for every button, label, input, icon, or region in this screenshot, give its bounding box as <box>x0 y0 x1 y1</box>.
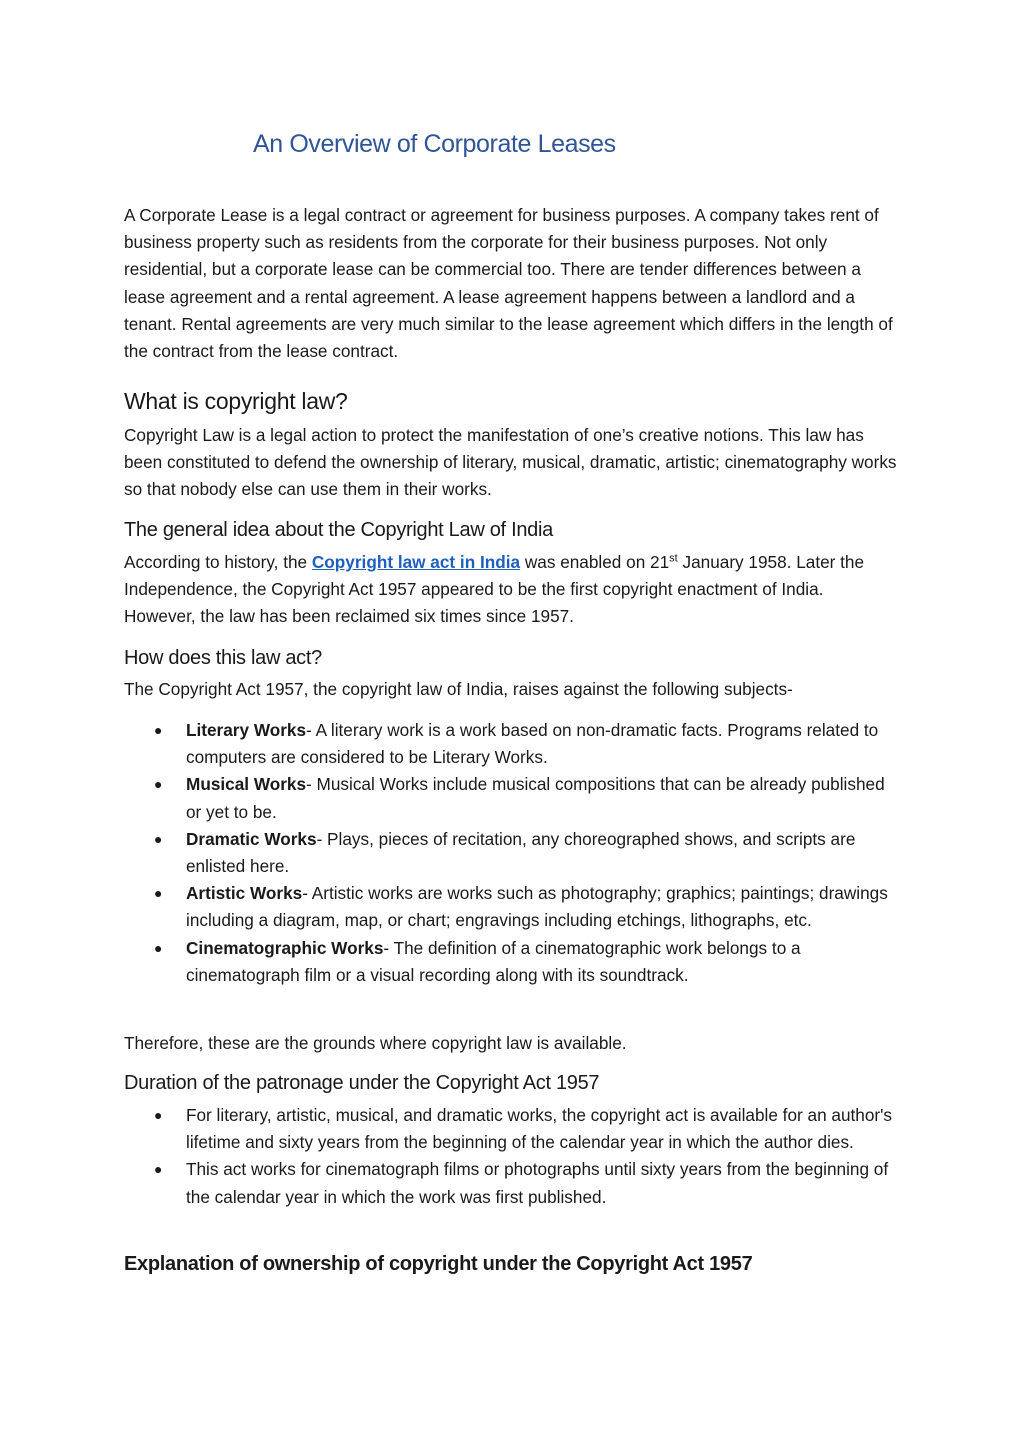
ordinal-suffix: st <box>669 552 678 565</box>
list-item <box>124 1102 904 1156</box>
copyright-heading: What is copyright law? <box>124 388 348 414</box>
bullet-icon: ● <box>154 939 163 956</box>
bullet-icon: ● <box>154 1107 163 1123</box>
work-desc: - Plays, pieces of recitation, any choreographed shows, and scripts are enlisted here. <box>186 828 856 877</box>
list-item <box>124 717 904 771</box>
duration-item-text: This act works for cinematograph films or photographs until sixty years from the beginning of the calendar year in which the work was first published. <box>186 1159 889 1207</box>
general-text-mid: was enabled on 21 <box>520 552 670 572</box>
how-does-law-act-heading: How does this law act? <box>124 647 322 669</box>
bullet-icon: ● <box>154 830 163 847</box>
bullet-icon: ● <box>154 722 163 738</box>
duration-item-text: For literary, artistic, musical, and dramatic works, the copyright act is available for an author's lifetime and sixty years from the beginning of the calendar year in which the author dies. <box>186 1105 893 1153</box>
work-term: Cinematographic Works <box>186 937 384 958</box>
general-idea-paragraph <box>124 549 899 631</box>
list-item <box>124 935 904 989</box>
work-term: Literary Works <box>186 720 307 740</box>
work-desc: - Artistic works are works such as photography; graphics; paintings; drawings including a diagram, map, or chart; engravings including etchings, lithographs, etc. <box>186 883 888 931</box>
general-text-after: January 1958. Later the Independence, the Copyright Act 1957 appeared to be the first copyright enactment of India. However, the law has been reclaimed six times since 1957. <box>124 552 865 627</box>
duration-list <box>124 1102 904 1211</box>
duration-heading: Duration of the patronage under the Copyright Act 1957 <box>124 1072 600 1094</box>
work-desc: - Musical Works include musical compositions that can be already published or yet to be. <box>186 774 885 822</box>
explanation-heading: Explanation of ownership of copyright under the Copyright Act 1957 <box>124 1253 753 1275</box>
list-item <box>124 880 904 934</box>
work-desc: - A literary work is a work based on non-dramatic facts. Programs related to computers are considered to be Literary Works. <box>186 720 879 768</box>
document-title: An Overview of Corporate Leases <box>253 130 616 158</box>
work-term: Musical Works <box>186 774 307 795</box>
general-idea-heading: The general idea about the Copyright Law of India <box>124 519 553 541</box>
works-list <box>124 717 904 989</box>
general-text-before: According to history, the <box>124 552 312 572</box>
work-term: Dramatic Works <box>186 828 317 849</box>
work-term: Artistic Works <box>186 883 303 904</box>
intro-paragraph: A Corporate Lease is a legal contract or agreement for business purposes. A company takes rent of business property such as residents from the corporate for their business purposes. Not only residential, but a corporate lease can be commercial too. There are tender differences between a lease agreement and a rental agreement. A lease agreement happens between a landlord and a tenant. Rental agreements are very much similar to the lease agreement which differs in the length of the contract from the lease contract. <box>124 205 893 362</box>
bullet-icon: ● <box>154 885 163 902</box>
how-does-law-act-paragraph: The Copyright Act 1957, the copyright law of India, raises against the following subjects- <box>124 679 793 699</box>
therefore-paragraph: Therefore, these are the grounds where copyright law is available. <box>124 1033 627 1053</box>
list-item <box>124 826 904 880</box>
list-item <box>124 1156 904 1210</box>
bullet-icon: ● <box>154 1161 163 1178</box>
copyright-law-link[interactable]: Copyright law act in India <box>311 552 521 572</box>
list-item <box>124 771 904 825</box>
work-desc: - The definition of a cinematographic work belongs to a cinematograph film or a visual recording along with its soundtrack. <box>186 937 801 985</box>
copyright-paragraph: Copyright Law is a legal action to protect the manifestation of one’s creative notions. This law has been constituted to defend the ownership of literary, musical, dramatic, artistic; cinematography works so that nobody else can use them in their works. <box>124 425 897 500</box>
bullet-icon: ● <box>154 776 163 793</box>
